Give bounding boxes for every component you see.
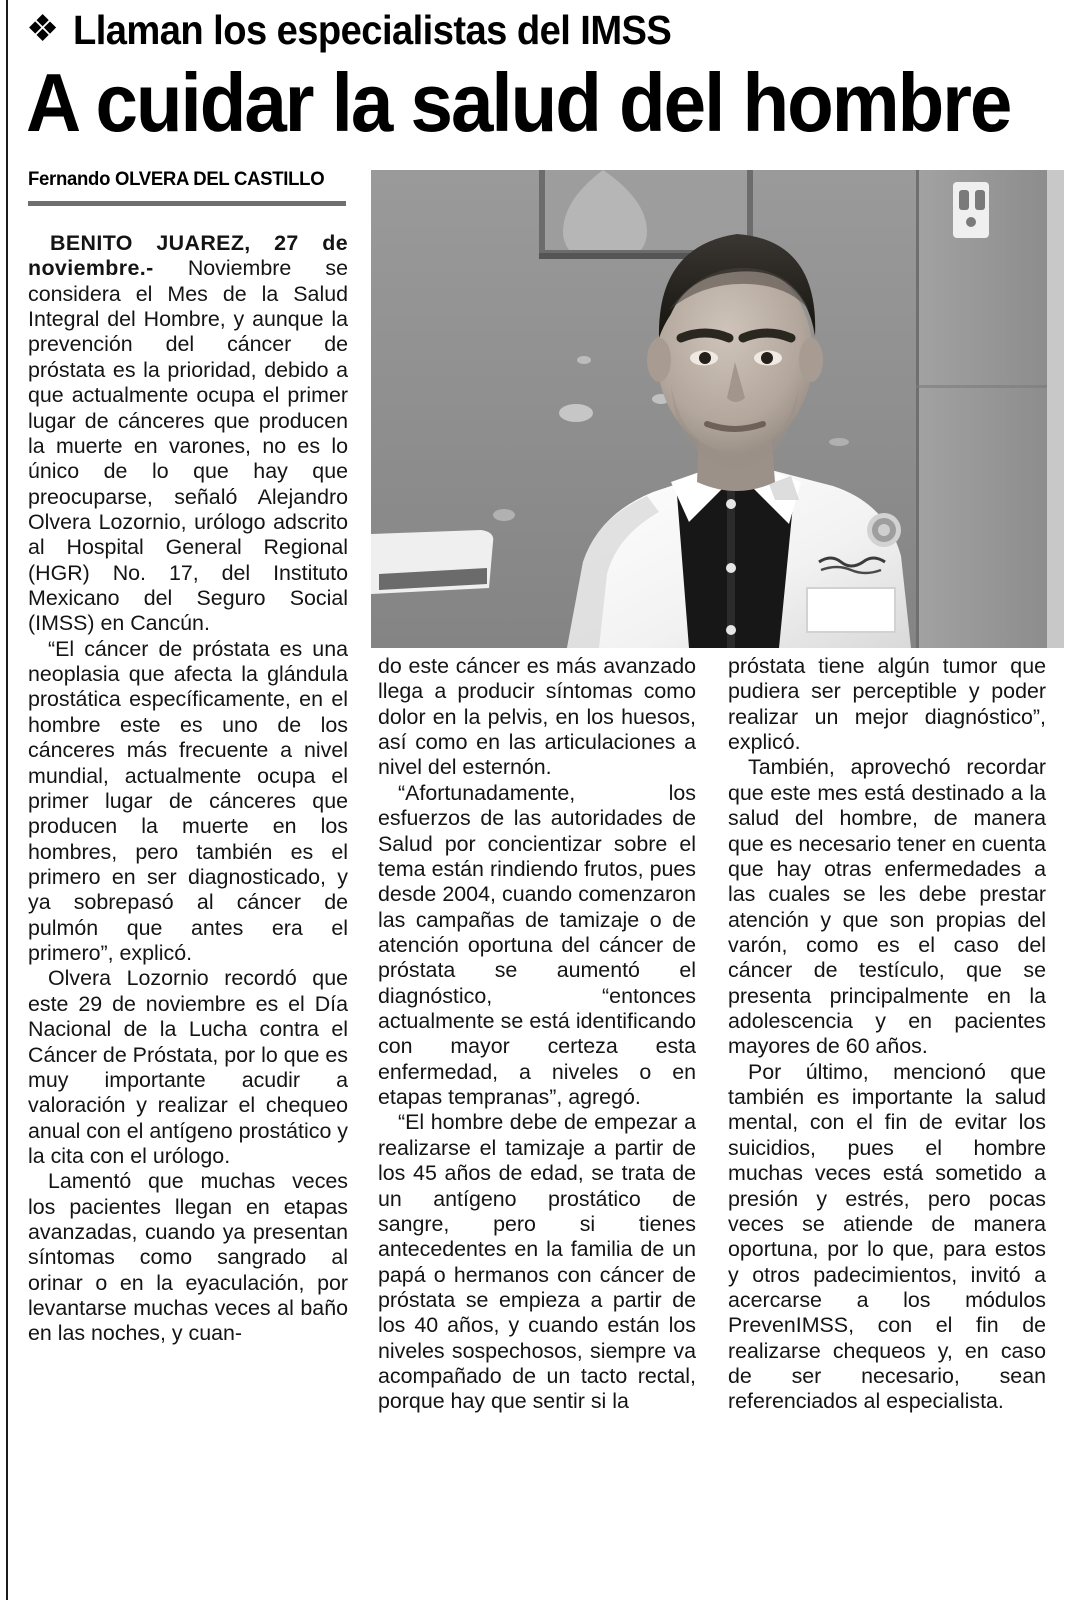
kicker-text: Llaman los especialistas del IMSS: [73, 7, 672, 53]
paragraph: “El cáncer de próstata es una neoplasia que afecta la glándula prostática específicamente, en el hombre este es uno de los cánceres más frecuente a nivel mundial, actualmente ocupa el primer lugar de cánceres que producen la muerte en los hombres, pero también es el primero en ser diagnosticado, y ya sobrepasó al cáncer de pulmón que antes era el primero”, explicó.: [28, 636, 348, 966]
paragraph: “Afortunadamente, los esfuerzos de las autoridades de Salud por concientizar sobre el tema están rindiendo frutos, pues desde 2004, cuando comenzaron las campañas de tamizaje o de atención oportuna del cáncer de próstata se aumentó el diagnóstico, “entonces actualmente se está identificando con mayor certeza esta enfermedad, a niveles o en etapas tempranas”, agregó.: [378, 780, 696, 1110]
paragraph-text: Noviembre se considera el Mes de la Salud Integral del Hombre, y aunque la prevención del cáncer de próstata es la prioridad, debido a que actualmente ocupa el primer lugar de cánceres que producen la muerte en varones, no es lo único de lo que hay que preocuparse, señaló Alejandro Olvera Lozornio, urólogo adscrito al Hospital General Regional (HGR) No. 17, del Instituto Mexicano del Seguro Social (IMSS) en Cancún.: [28, 256, 348, 636]
paragraph: [28, 231, 348, 637]
kicker: [26, 6, 1050, 51]
paragraph: próstata tiene algún tumor que pudiera ser perceptible y poder realizar un mejor diagnóstico”, explicó.: [728, 654, 1046, 755]
doctor-portrait-image: [371, 170, 1064, 648]
masthead: [0, 0, 1072, 149]
paragraph: También, aprovechó recordar que este mes está destinado a la salud del hombre, de manera que es necesario tener en cuenta que hay otras enfermedades a las cuales se les debe prestar atención y que son propias del varón, como es el caso del cáncer de testículo, que se presenta principalmente en la adolescencia y en pacientes mayores de 60 años.: [728, 755, 1046, 1059]
paragraph: Lamentó que muchas veces los pacientes llegan en etapas avanzadas, cuando ya presentan síntomas como sangrado al orinar o en la eyaculación, por levantarse muchas veces al baño en las noches, y cuan-: [28, 1169, 348, 1346]
page-title: A cuidar la salud del hombre: [26, 56, 1011, 149]
article-body: [0, 168, 1072, 1600]
paragraph: Olvera Lozornio recordó que este 29 de noviembre es el Día Nacional de la Lucha contra el Cáncer de Próstata, por lo que es muy importante acudir a valoración y realizar el chequeo anual con el antígeno prostático y la cita con el urólogo.: [28, 966, 348, 1168]
paragraph: Por último, mencionó que también es importante la salud mental, con el fin de evitar los suicidios, pues el hombre muchas veces está sometido a presión y estrés, pero pocas veces se atiende de manera oportuna, por lo que, para estos y otros padecimientos, invitó a acercarse a los módulos PrevenIMSS, con el fin de realizarse chequeos y, en caso de ser necesario, sean referenciados al especialista.: [728, 1059, 1046, 1414]
byline-block: [28, 168, 348, 206]
text-column-3: [728, 654, 1046, 1415]
four-diamond-bullet-icon: ❖: [26, 8, 60, 49]
text-column-1: [28, 231, 348, 1347]
article-photo: [371, 170, 1064, 648]
paragraph: do este cáncer es más avanzado llega a producir síntomas como dolor en la pelvis, en los huesos, así como en las articulaciones a nivel del esternón.: [378, 654, 696, 780]
text-column-2: [378, 654, 696, 1415]
paragraph: “El hombre debe de empezar a realizarse el tamizaje a partir de los 45 años de edad, se trata de un antígeno prostático de sangre, pero si tienes antecedentes en la familia de un papá o hermanos con cáncer de próstata se empieza a partir de los 40 años, y cuando están los niveles sospechosos, siempre va acompañado de un tacto rectal, porque hay que sentir si la: [378, 1110, 696, 1414]
byline: Fernando OLVERA DEL CASTILLO: [28, 168, 325, 190]
dateline: BENITO JUAREZ, 27 de noviembre.-: [28, 231, 348, 281]
byline-divider: [28, 201, 346, 206]
